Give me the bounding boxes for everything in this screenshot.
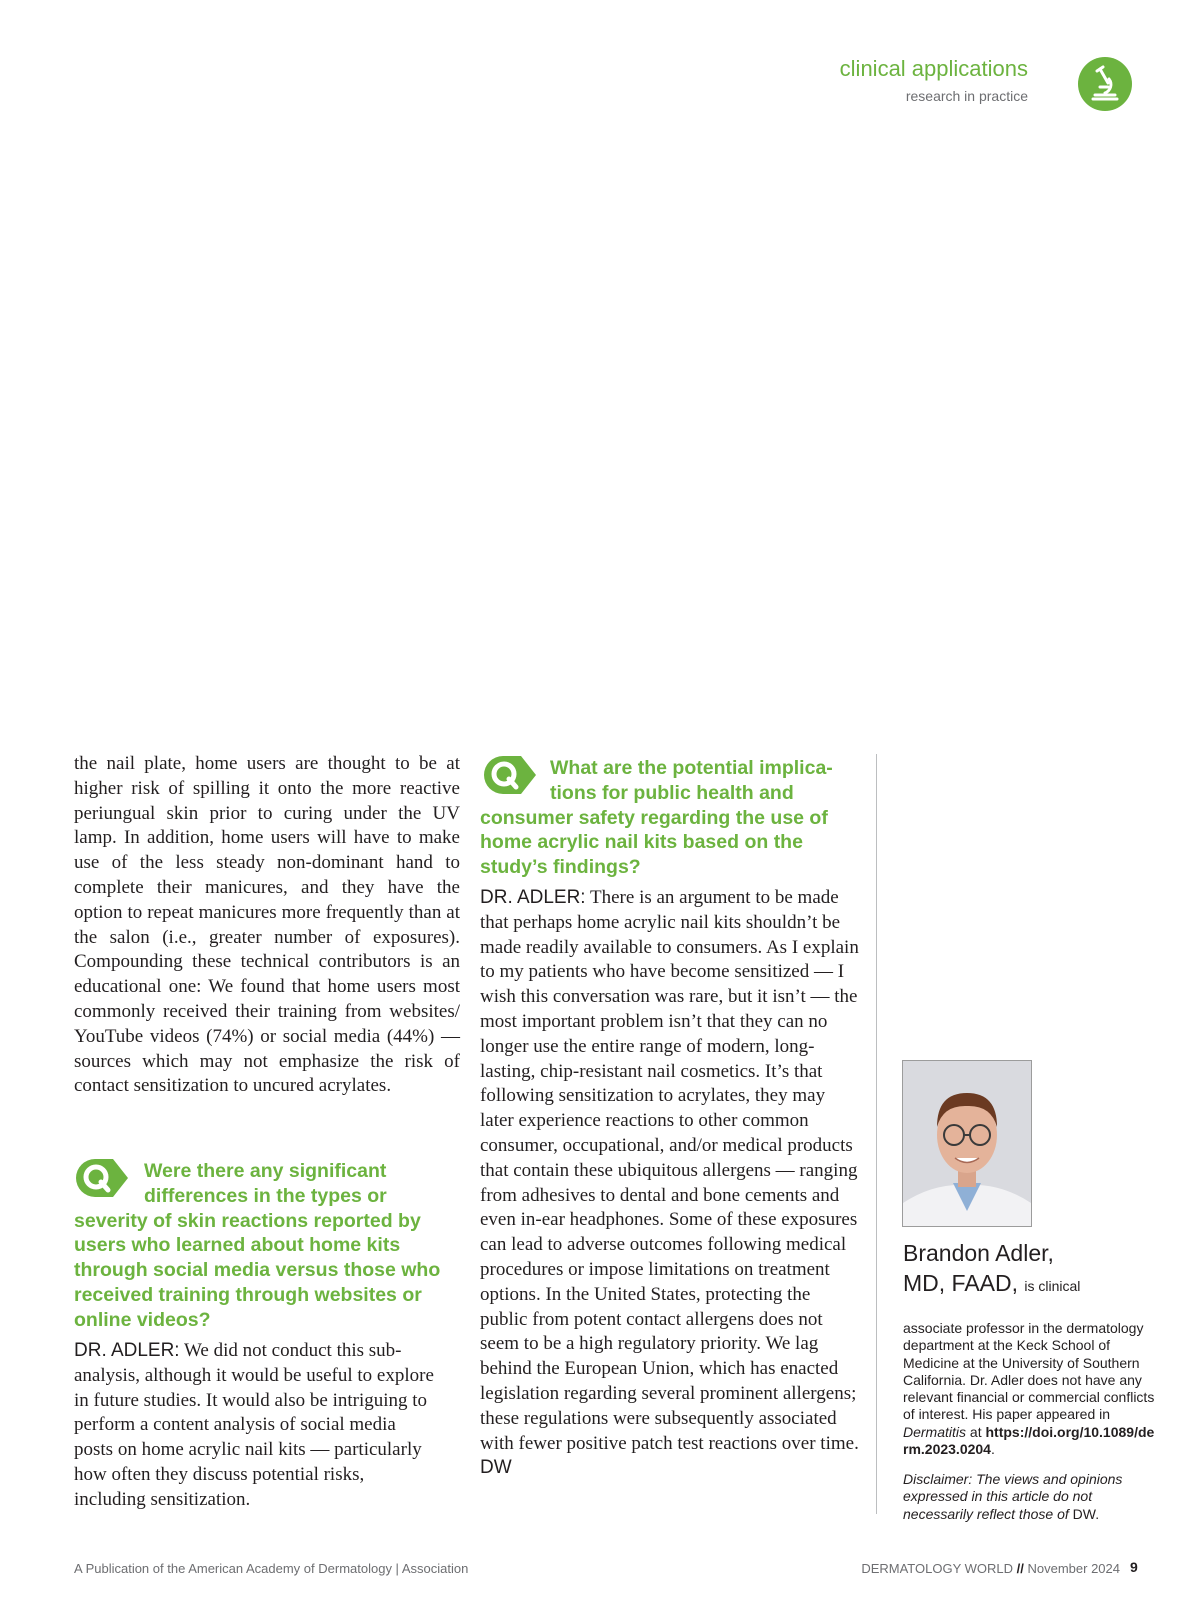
- answer-text: There is an argument to be made that perhaps home acrylic nail kits shouldn’t be made readily available to consumers. As I explain to my patients who have become sensitized — I wish this conversation was rare, but it isn’t — the most important problem isn’t that they can no longer use the entire range of modern, long-lasting, chip-resistant nail cosmetics. It’s that following sensitization to acrylates, they may later experience reactions to other common consumer, occupational, and/or medical products that contain these ubiquitous allergens — ranging from adhesives to dental and bone cements and even in-ear headphones. Some of these exposures can lead to adverse outcomes following medical procedures or impose limitations on treatment options. In the United States, protecting the public from potent contact allergens does not seem to be a high regulatory priority. We lag behind the European Union, which has enacted legislation regarding several prominent allergens; these regulations were subsequently associated with fewer positive patch test reactions over time.: [480, 887, 859, 1454]
- answer-block: [74, 1339, 434, 1513]
- author-name: Brandon Adler, MD, FAAD, is clinical: [903, 1240, 1081, 1296]
- end-mark: DW: [480, 1457, 512, 1479]
- section-title: clinical applications: [839, 56, 1028, 81]
- column-divider: [876, 754, 877, 1514]
- speaker-label: DR. ADLER:: [74, 1340, 180, 1361]
- speaker-label: DR. ADLER:: [480, 887, 586, 908]
- question-heading: Were there any significant differences in the types or severity of skin reactions reported by users who learned about home kits through social media versus those who received training through websites or online videos?: [74, 1160, 441, 1331]
- author-bio: associate professor in the dermatology department at the Keck School of Medicine at the University of Southern California. Dr. Adler does not have any relevant financial or commercial conflicts of interest. His paper appeared in Dermatitis at https://doi.org/10.1089/derm.2023.0204.: [903, 1320, 1155, 1458]
- disclaimer: Disclaimer: The views and opinions expressed in this article do not necessarily reflect those of DW.: [903, 1471, 1123, 1522]
- left-column: [74, 752, 460, 1099]
- answer-block: [480, 886, 862, 1481]
- body-paragraph: the nail plate, home users are thought to be at higher risk of spilling it onto the more reactive periungual skin prior to curing under the UV lamp. In addition, home users will have to make use of the less steady non-dominant hand to complete their manicures, and they have the option to repeat manicures more frequently than at the salon (i.e., greater number of exposures). Compounding these technical contributors is an educational one: We found that home users most commonly received their training from websites/ YouTube videos (74%) or social media (44%) — sources which may not emphasize the risk of contact sensitization to uncured acrylates.: [74, 753, 460, 1097]
- footer-issue: DERMATOLOGY WORLD // November 2024: [861, 1561, 1120, 1576]
- microscope-icon: [1078, 57, 1132, 111]
- answer-text: We did not conduct this sub-analysis, although it would be useful to explore in future studies. It would also be intriguing to perform a content analysis of social media posts on home acrylic nail kits — particularly how often they discuss potential risks, including sensitization.: [74, 1340, 434, 1510]
- question-heading: What are the potential implica- tions for public health and consumer safety regarding the use of home acrylic nail kits based on the study’s findings?: [480, 757, 833, 879]
- journal-name: Dermatitis: [903, 1423, 967, 1440]
- doi-link[interactable]: https://doi.org/10.1089/derm.2023.0204: [903, 1423, 1155, 1458]
- page-number: 9: [1130, 1559, 1138, 1575]
- author-photo: [902, 1060, 1032, 1227]
- section-subtitle: research in practice: [905, 88, 1028, 104]
- footer-publication: A Publication of the American Academy of Dermatology | Association: [74, 1561, 469, 1576]
